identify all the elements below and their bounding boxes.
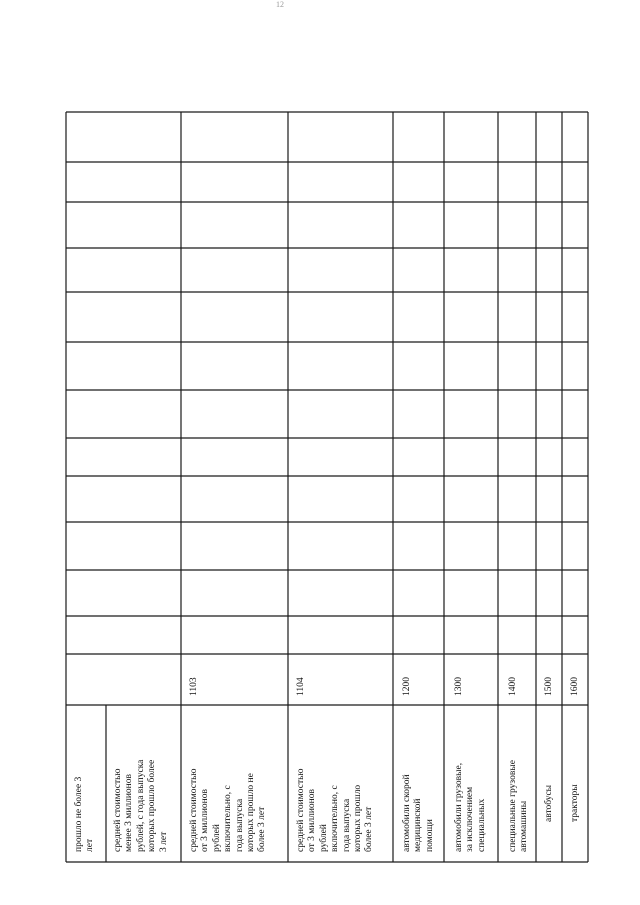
row-code-1500: 1500 — [544, 677, 554, 696]
row-code-1103: 1103 — [189, 677, 199, 696]
row-label-1200: автомобили скорой медицинской помощи — [402, 774, 435, 852]
row-code-1104: 1104 — [296, 677, 306, 696]
row-code-1300: 1300 — [454, 677, 464, 696]
row-label-less-3-million: средней стоимостью менее 3 миллионов рублей, с года выпуска которых прошло более 3 лет — [113, 759, 169, 852]
row-label-1300: автомобили грузовые, за исключением специальных — [454, 762, 487, 852]
row-code-1600: 1600 — [570, 677, 580, 696]
page-number: 12 — [276, 0, 284, 9]
row-label-continuation: прошло не более 3 лет — [74, 776, 96, 852]
row-label-1600: тракторы — [570, 784, 580, 822]
row-code-1200: 1200 — [402, 677, 412, 696]
row-code-1400: 1400 — [508, 677, 518, 696]
row-label-1104: средней стоимостью от 3 миллионов рублей включительно, с года выпуска которых прошло более 3 лет — [296, 768, 375, 852]
row-label-1400: специальные грузовые автомашины — [508, 760, 530, 852]
row-label-1500: автобусы — [544, 784, 554, 822]
row-label-1103: средней стоимостью от 3 миллионов рублей включительно, с года выпуска которых прошло не более 3 лет — [189, 768, 268, 852]
